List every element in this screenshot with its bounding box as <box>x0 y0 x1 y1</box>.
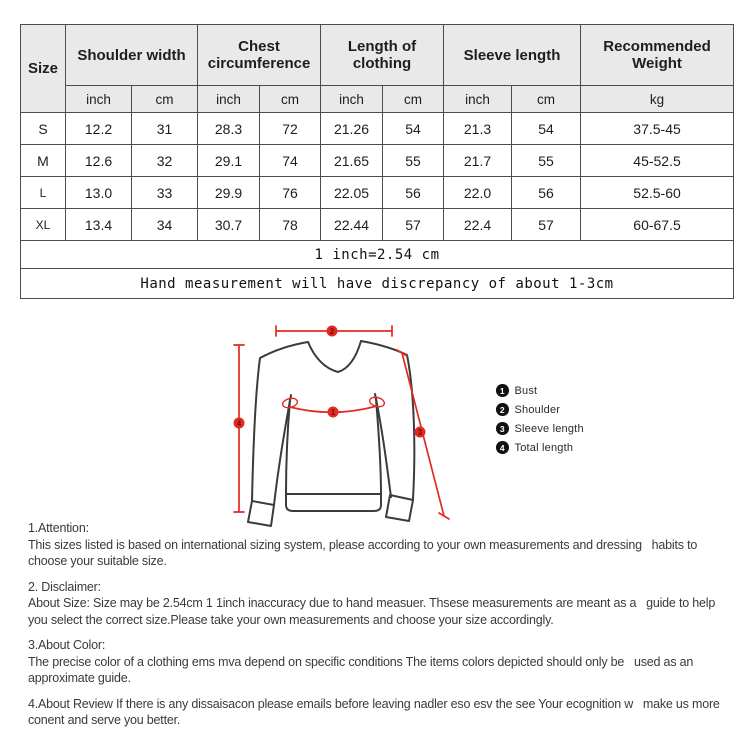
legend-item-shoulder <box>496 400 584 419</box>
section-attention <box>28 520 734 570</box>
size-chart-table <box>20 24 734 299</box>
numbered-circle-icon: 1 <box>496 384 509 397</box>
col-header-chest-circumference: Chest circumference <box>198 25 321 86</box>
table-cell: 55 <box>383 145 444 177</box>
marker-sleeve-length-icon <box>415 427 426 438</box>
section-body: This sizes listed is based on international sizing system, please according to your own measurements and dressing habits to choose your suitable size. <box>28 537 701 568</box>
table-cell: 55 <box>512 145 581 177</box>
legend-label: Shoulder <box>514 403 561 416</box>
table-cell: 72 <box>260 113 321 145</box>
table-cell: 31 <box>132 113 198 145</box>
section-disclaimer <box>28 579 734 629</box>
size-label: S <box>21 113 66 145</box>
section-about-review <box>28 696 734 729</box>
svg-text:2: 2 <box>329 326 335 336</box>
table-row-m <box>21 145 734 177</box>
marker-shoulder-icon <box>327 326 338 337</box>
table-cell: 76 <box>260 177 321 209</box>
info-sections <box>28 520 734 738</box>
unit-header: kg <box>581 86 734 113</box>
table-cell: 74 <box>260 145 321 177</box>
sweater-outline-drawing <box>248 341 414 526</box>
table-cell: 22.0 <box>444 177 512 209</box>
col-header-sleeve-length: Sleeve length <box>444 25 581 86</box>
table-row-l <box>21 177 734 209</box>
table-cell: 33 <box>132 177 198 209</box>
section-body: About Size: Size may be 2.54cm 1 1inch inaccuracy due to hand measuer. Thsese measurements are meant as a guide to help you select the correct size.Please take your own measurements and choose your size accordingly. <box>28 596 719 627</box>
table-cell: 56 <box>383 177 444 209</box>
unit-header: inch <box>66 86 132 113</box>
size-label: L <box>21 177 66 209</box>
conversion-note: 1 inch=2.54 cm <box>21 241 734 269</box>
table-cell: 56 <box>512 177 581 209</box>
legend-label: Total length <box>514 441 574 454</box>
table-cell: 32 <box>132 145 198 177</box>
numbered-circle-icon: 4 <box>496 441 509 454</box>
section-body: The precise color of a clothing ems mva depend on specific conditions The items colors depicted should only be used as an approximate guide. <box>28 654 697 685</box>
table-cell: 13.0 <box>66 177 132 209</box>
legend-label: Bust <box>514 384 538 397</box>
sweater-measurement-diagram <box>225 315 475 530</box>
table-cell: 34 <box>132 209 198 241</box>
legend-item-total-length <box>496 438 584 457</box>
svg-text:3: 3 <box>417 427 423 437</box>
legend-item-bust <box>496 381 584 400</box>
unit-header: cm <box>512 86 581 113</box>
size-label: XL <box>21 209 66 241</box>
marker-bust-icon <box>328 407 339 418</box>
measurement-discrepancy-note: Hand measurement will have discrepancy of about 1-3cm <box>21 269 734 299</box>
table-cell: 52.5-60 <box>581 177 734 209</box>
col-header-size: Size <box>21 25 66 113</box>
col-header-recommended-weight: Recommended Weight <box>581 25 734 86</box>
table-cell: 21.3 <box>444 113 512 145</box>
table-cell: 60-67.5 <box>581 209 734 241</box>
table-cell: 45-52.5 <box>581 145 734 177</box>
table-cell: 28.3 <box>198 113 260 145</box>
section-heading: 2. Disclaimer: <box>28 579 101 594</box>
table-cell: 22.44 <box>321 209 383 241</box>
svg-text:1: 1 <box>330 407 336 417</box>
table-cell: 29.9 <box>198 177 260 209</box>
numbered-circle-icon: 2 <box>496 403 509 416</box>
legend-item-sleeve-length <box>496 419 584 438</box>
unit-header: inch <box>444 86 512 113</box>
table-cell: 57 <box>383 209 444 241</box>
section-body: 4.About Review If there is any dissaisacon please emails before leaving nadler eso esv the see Your ecognition w make us more conent and serve you better. <box>28 696 723 727</box>
table-cell: 22.05 <box>321 177 383 209</box>
svg-text:4: 4 <box>236 418 242 428</box>
unit-header: cm <box>132 86 198 113</box>
table-cell: 22.4 <box>444 209 512 241</box>
measurement-legend <box>496 381 584 457</box>
unit-header: cm <box>260 86 321 113</box>
marker-total-length-icon <box>234 418 245 429</box>
table-row-s <box>21 113 734 145</box>
table-cell: 54 <box>383 113 444 145</box>
table-cell: 13.4 <box>66 209 132 241</box>
section-heading: 3.About Color: <box>28 638 106 652</box>
section-heading: 1.Attention: <box>28 521 89 535</box>
unit-header: inch <box>321 86 383 113</box>
numbered-circle-icon: 3 <box>496 422 509 435</box>
section-about-color <box>28 637 734 687</box>
table-cell: 21.7 <box>444 145 512 177</box>
table-cell: 37.5-45 <box>581 113 734 145</box>
table-cell: 30.7 <box>198 209 260 241</box>
legend-label: Sleeve length <box>514 422 584 435</box>
size-label: M <box>21 145 66 177</box>
table-cell: 21.26 <box>321 113 383 145</box>
table-cell: 57 <box>512 209 581 241</box>
table-cell: 12.2 <box>66 113 132 145</box>
table-cell: 21.65 <box>321 145 383 177</box>
table-cell: 54 <box>512 113 581 145</box>
col-header-length-of-clothing: Length of clothing <box>321 25 444 86</box>
table-row-xl <box>21 209 734 241</box>
table-cell: 29.1 <box>198 145 260 177</box>
unit-header: inch <box>198 86 260 113</box>
unit-header: cm <box>383 86 444 113</box>
col-header-shoulder-width: Shoulder width <box>66 25 198 86</box>
measurement-markers <box>234 326 426 438</box>
table-cell: 78 <box>260 209 321 241</box>
table-cell: 12.6 <box>66 145 132 177</box>
